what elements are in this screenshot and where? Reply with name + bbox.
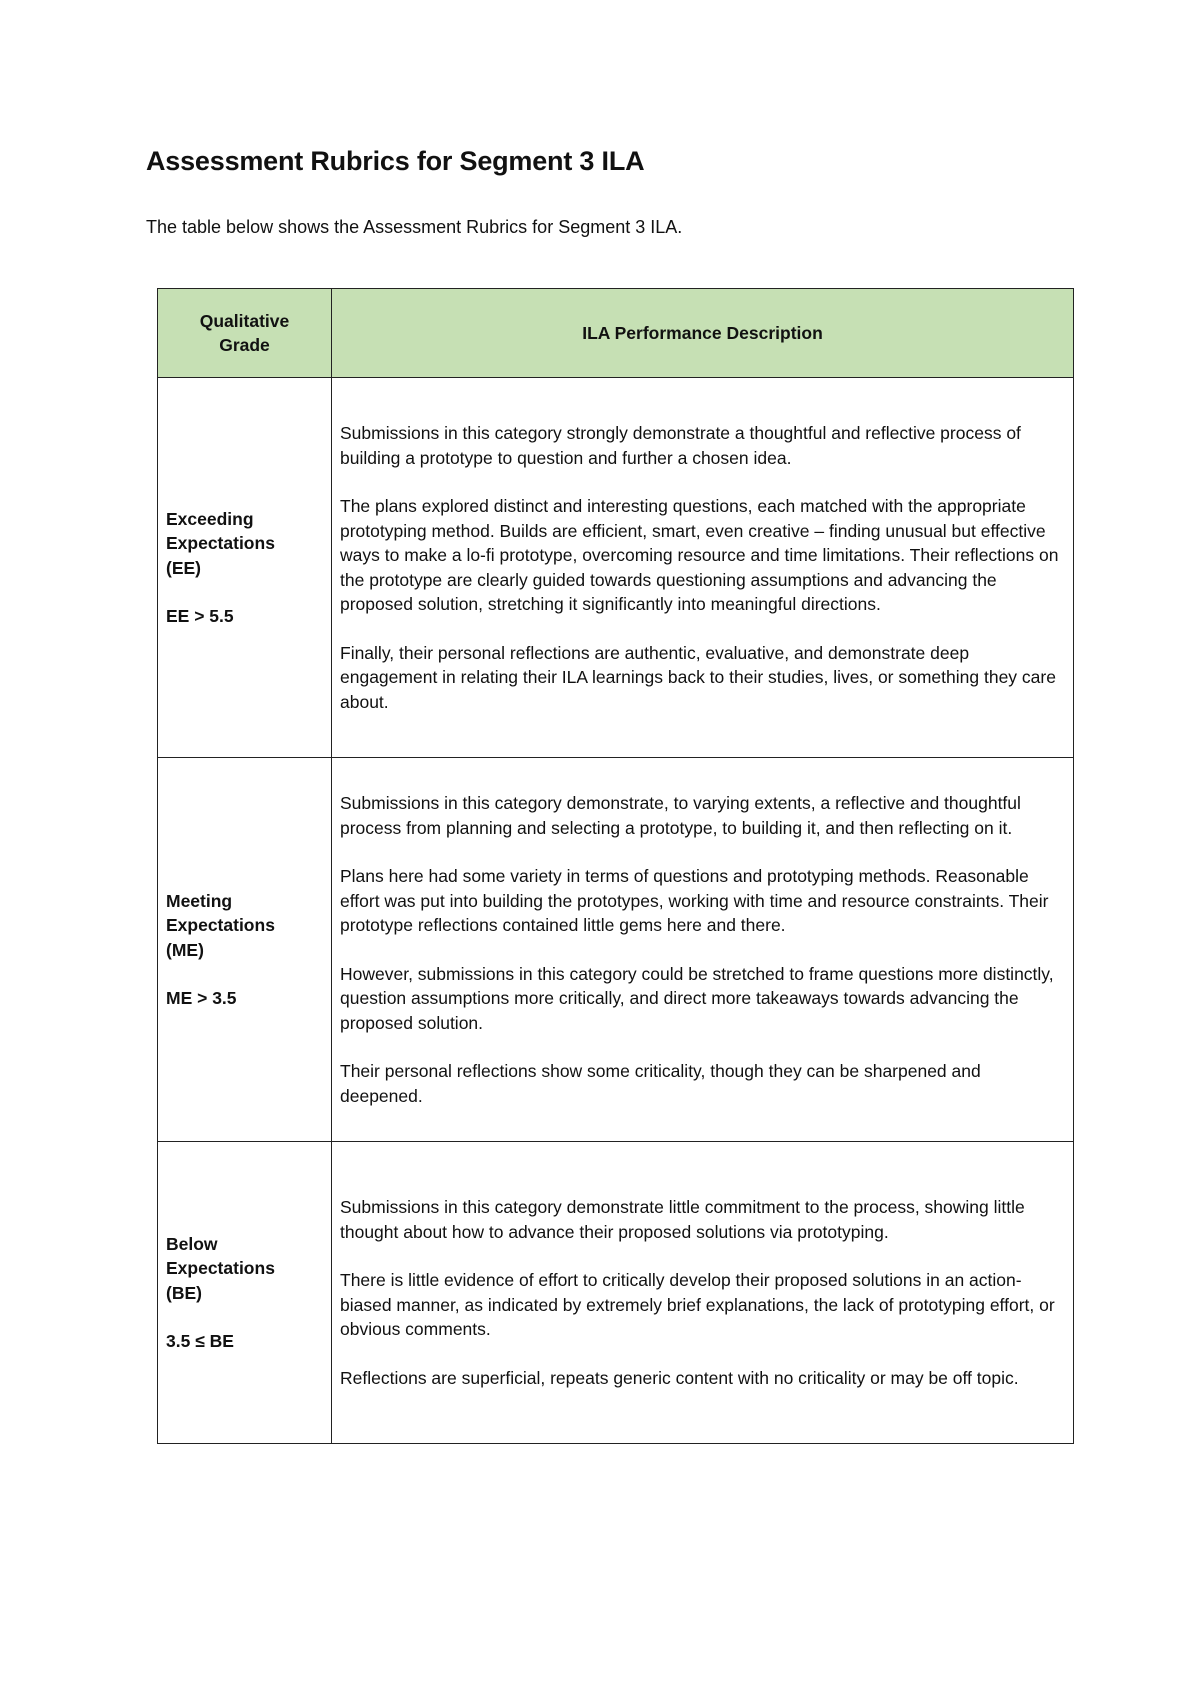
grade-cell-me xyxy=(158,758,332,1142)
description-paragraph: Finally, their personal reflections are authentic, evaluative, and demonstrate deep engagement in relating their ILA learnings back to their studies, lives, or something they care about. xyxy=(340,642,1056,712)
header-grade-line1: Qualitative xyxy=(199,311,290,331)
grade-threshold: EE > 5.5 xyxy=(166,606,234,626)
description-cell-be xyxy=(332,1142,1074,1444)
description-cell-ee xyxy=(332,378,1074,758)
intro-paragraph: The table below shows the Assessment Rubrics for Segment 3 ILA. xyxy=(146,217,683,237)
table-row xyxy=(158,378,1074,758)
grade-label: Meeting Expectations (ME) xyxy=(166,890,275,960)
description-paragraph: Submissions in this category demonstrate little commitment to the process, showing little thought about how to advance their proposed solutions via prototyping. xyxy=(340,1197,1025,1242)
page-title: Assessment Rubrics for Segment 3 ILA xyxy=(146,146,645,176)
rubric-table xyxy=(157,288,1074,1444)
header-qualitative-grade xyxy=(158,289,332,378)
grade-threshold: 3.5 ≤ BE xyxy=(166,1331,234,1351)
table-header-row xyxy=(158,289,1074,378)
grade-label: Below Expectations (BE) xyxy=(166,1233,275,1303)
header-grade-line2: Grade xyxy=(219,335,270,355)
grade-threshold: ME > 3.5 xyxy=(166,988,237,1008)
grade-label: Exceeding Expectations (EE) xyxy=(166,508,275,578)
description-cell-me xyxy=(332,758,1074,1142)
description-paragraph: Their personal reflections show some criticality, though they can be sharpened and deepened. xyxy=(340,1061,981,1106)
description-paragraph: Submissions in this category demonstrate, to varying extents, a reflective and thoughtful process from planning and selecting a prototype, to building it, and then reflecting on it. xyxy=(340,793,1021,838)
description-paragraph: Reflections are superficial, repeats generic content with no criticality or may be off topic. xyxy=(340,1367,1019,1388)
table-row xyxy=(158,1142,1074,1444)
description-paragraph: Plans here had some variety in terms of questions and prototyping methods. Reasonable effort was put into building the prototypes, working with time and resource constraints. Their prototype reflections contained little gems here and there. xyxy=(340,866,1049,935)
header-performance-description: ILA Performance Description xyxy=(332,289,1074,378)
grade-cell-ee xyxy=(158,378,332,758)
description-paragraph: However, submissions in this category could be stretched to frame questions more distinctly, question assumptions more critically, and direct more takeaways towards advancing the proposed solution. xyxy=(340,963,1054,1033)
grade-cell-be xyxy=(158,1142,332,1444)
table-row xyxy=(158,758,1074,1142)
description-paragraph: The plans explored distinct and interesting questions, each matched with the appropriate prototyping method. Builds are efficient, smart, even creative – finding unusual but effective ways to make a lo-fi prototype, overcoming resource and time limitations. Their reflections on the prototype are clearly guided towards questioning assumptions and advancing the proposed solution, stretching it significantly into meaningful directions. xyxy=(340,496,1059,614)
description-paragraph: There is little evidence of effort to critically develop their proposed solutions in an action-biased manner, as indicated by extremely brief explanations, the lack of prototyping effort, or obvious comments. xyxy=(340,1270,1055,1339)
description-paragraph: Submissions in this category strongly demonstrate a thoughtful and reflective process of building a prototype to question and further a chosen idea. xyxy=(340,423,1021,468)
